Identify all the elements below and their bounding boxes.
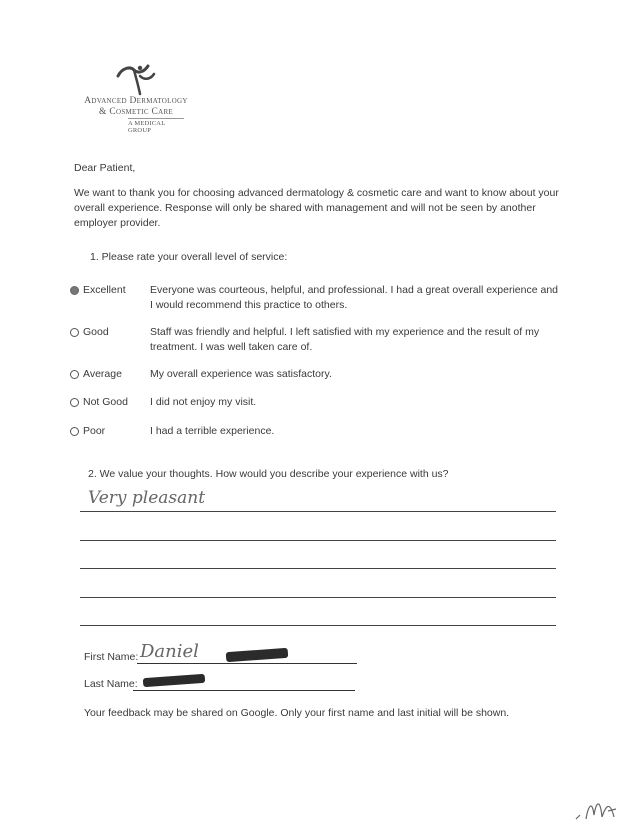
redaction-mark (226, 648, 289, 662)
answer-line-2[interactable] (80, 540, 556, 541)
answer-line-4[interactable] (80, 597, 556, 598)
answer-line-5[interactable] (80, 625, 556, 626)
intro-paragraph: We want to thank you for choosing advanced dermatology & cosmetic care and want to know about your overall experience. Response will only be shared with management and will not be seen by another employer provider. (74, 187, 559, 229)
greeting: Dear Patient, (74, 162, 136, 174)
dancer-logo-icon (114, 62, 158, 96)
pen-scribble-icon (572, 793, 622, 823)
footer-note: Your feedback may be shared on Google. Only your first name and last initial will be shown. (84, 707, 510, 719)
option-description: My overall experience was satisfactory. (150, 368, 332, 380)
option-description: I did not enjoy my visit. (150, 396, 257, 408)
question-1-label: 1. Please rate your overall level of service: (90, 251, 288, 263)
first-name-label: First Name: (84, 651, 139, 663)
last-name-field[interactable] (133, 690, 355, 691)
option-label: Good (83, 326, 109, 338)
radio-average[interactable] (70, 370, 79, 379)
first-name-handwritten: Daniel (140, 641, 199, 662)
option-label: Poor (83, 425, 106, 437)
option-label: Average (83, 368, 122, 380)
answer-line-3[interactable] (80, 568, 556, 569)
logo-line-1: Advanced Dermatology (84, 96, 188, 106)
question-2-label: 2. We value your thoughts. How would you describe your experience with us? (88, 468, 449, 480)
radio-excellent[interactable] (70, 286, 79, 295)
radio-poor[interactable] (70, 427, 79, 436)
last-name-label: Last Name: (84, 678, 138, 690)
logo-line-3: A MEDICAL GROUP (128, 118, 184, 134)
option-description: Staff was friendly and helpful. I left satisfied with my experience and the result of my treatment. I was well taken care of. (150, 326, 540, 353)
radio-not-good[interactable] (70, 398, 79, 407)
radio-good[interactable] (70, 328, 79, 337)
redaction-mark (143, 674, 205, 687)
option-description: I had a terrible experience. (150, 425, 275, 437)
handwritten-answer: Very pleasant (88, 488, 206, 508)
option-label: Excellent (83, 284, 126, 296)
company-logo (76, 62, 196, 137)
answer-line-1[interactable] (80, 511, 556, 512)
first-name-field[interactable] (137, 663, 357, 664)
option-label: Not Good (83, 396, 128, 408)
option-description: Everyone was courteous, helpful, and professional. I had a great overall experience and I would recommend this practice to others. (150, 284, 559, 311)
logo-line-2: & Cosmetic Care (98, 107, 174, 117)
